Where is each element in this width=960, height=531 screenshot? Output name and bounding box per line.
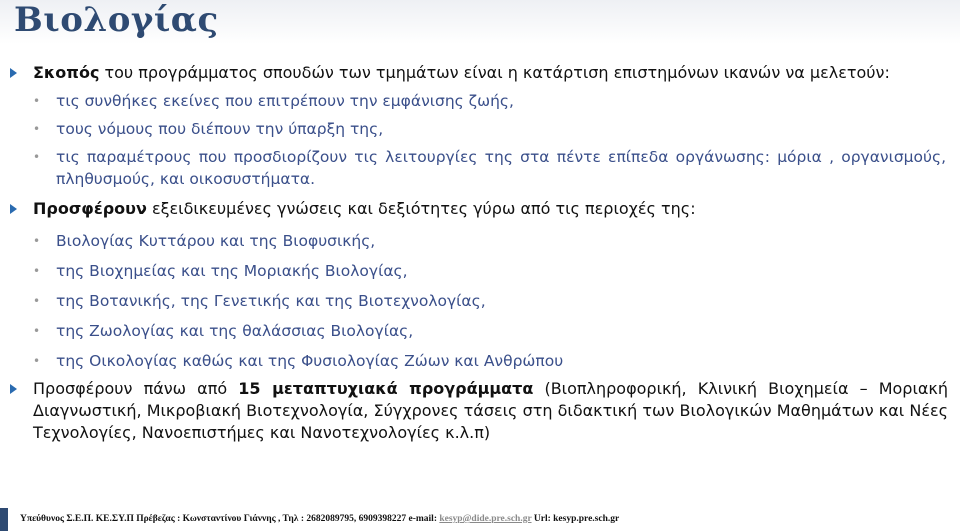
dot-bullet-icon: • xyxy=(33,354,41,368)
postgrad-text-bold: 15 μεταπτυχιακά προγράμματα xyxy=(238,379,534,398)
aim-lead-bold: Σκοπός xyxy=(33,63,100,82)
dot-bullet-icon: • xyxy=(33,324,41,338)
section-aim xyxy=(0,62,960,84)
aim-lead-text: του προγράμματος σπουδών των τμημάτων είναι η κατάρτιση επιστημόνων ικανών να μελετούν: xyxy=(99,63,890,82)
slide-content xyxy=(0,62,960,444)
offer-item-text: Βιολογίας Κυττάρου και της Βιοφυσικής, xyxy=(56,232,376,250)
footer-url-text: Url: kesyp.pre.sch.gr xyxy=(531,514,620,524)
page-title: Βιολογίας xyxy=(14,0,219,40)
footer-email-link[interactable]: kesyp@dide.pre.sch.gr xyxy=(439,514,532,524)
offer-lead-bold: Προσφέρουν xyxy=(33,199,147,218)
list-item xyxy=(0,230,960,252)
offer-lead-text: εξειδικευμένες γνώσεις και δεξιότητες γύρω από τις περιοχές της: xyxy=(146,199,696,218)
list-item xyxy=(0,290,960,312)
dot-bullet-icon: • xyxy=(33,294,41,308)
postgrad-text-after: (Βιοπληροφορική, Κλινική Βιοχημεία – Μοριακή Διαγνωστική, Μικροβιακή Βιοτεχνολογία, Σύγχρονες τάσεις στη διδακτική των Βιολογικών Μαθημάτων και Νέες Τεχνολογίες, Νανοεπιστήμες και Νανοτεχνολογίες κ.λ.π) xyxy=(33,379,948,442)
list-item xyxy=(0,260,960,282)
triangle-bullet-icon xyxy=(10,384,17,394)
dot-bullet-icon: • xyxy=(33,94,41,108)
accent-bar xyxy=(0,508,8,531)
dot-bullet-icon: • xyxy=(33,234,41,248)
section-offer xyxy=(0,198,960,220)
triangle-bullet-icon xyxy=(10,204,17,214)
list-item xyxy=(0,350,960,372)
offer-item-text: της Βοτανικής, της Γενετικής και της Βιοτεχνολογίας, xyxy=(56,292,486,310)
list-item xyxy=(0,320,960,342)
footer xyxy=(20,514,619,524)
offer-item-text: της Ζωολογίας και της θαλάσσιας Βιολογίας, xyxy=(56,322,414,340)
dot-bullet-icon: • xyxy=(33,264,41,278)
section-postgrad xyxy=(0,378,960,444)
dot-bullet-icon: • xyxy=(33,150,41,164)
aim-item-text: τους νόμους που διέπουν την ύπαρξη της, xyxy=(56,120,384,138)
aim-item-text: τις παραμέτρους που προσδιορίζουν τις λειτουργίες της στα πέντε επίπεδα οργάνωσης: μόρια , οργανισμούς, πληθυσμούς, και οικοσυστήματα. xyxy=(56,148,946,188)
triangle-bullet-icon xyxy=(10,68,17,78)
footer-contact-text: Υπεύθυνος Σ.Ε.Π. ΚΕ.ΣΥ.Π Πρέβεζας : Κωνσταντίνου Γιάννης , Τηλ : 2682089795, 6909398227 e-mail: xyxy=(20,514,440,524)
list-item xyxy=(0,118,960,140)
dot-bullet-icon: • xyxy=(33,122,41,136)
postgrad-text-before: Προσφέρουν πάνω από xyxy=(33,379,239,398)
aim-item-text: τις συνθήκες εκείνες που επιτρέπουν την εμφάνισης ζωής, xyxy=(56,92,514,110)
list-item xyxy=(0,146,960,190)
list-item xyxy=(0,90,960,112)
offer-item-text: της Βιοχημείας και της Μοριακής Βιολογίας, xyxy=(56,262,408,280)
offer-item-text: της Οικολογίας καθώς και της Φυσιολογίας Ζώων και Ανθρώπου xyxy=(56,352,564,370)
